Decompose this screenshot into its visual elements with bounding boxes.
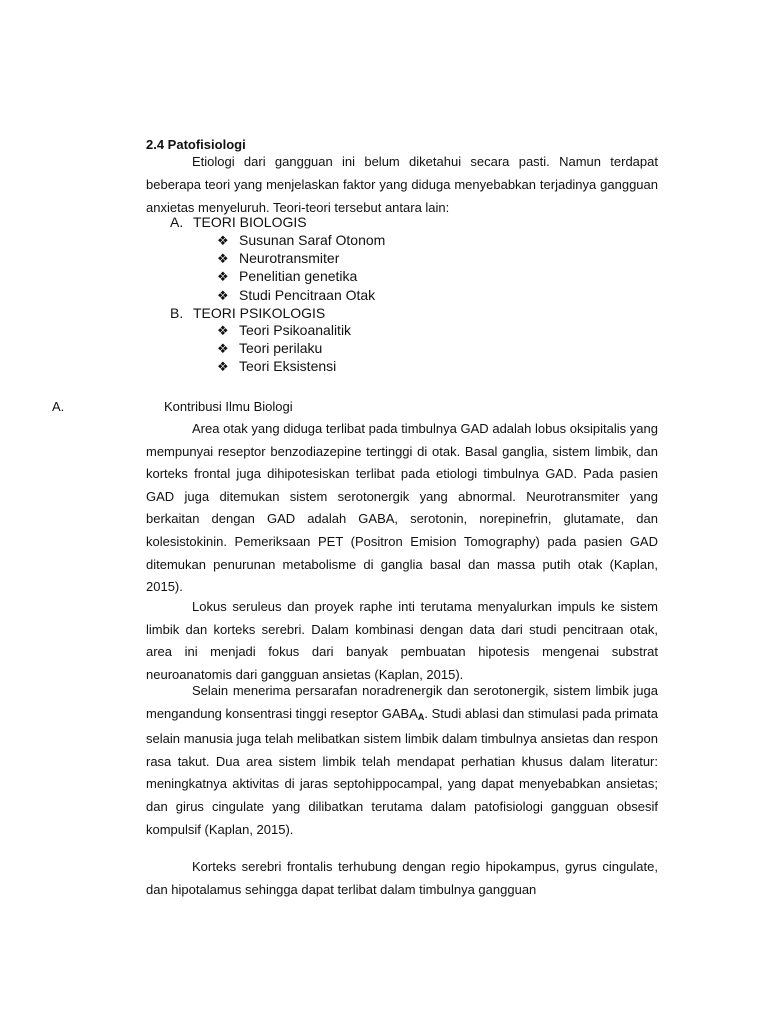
paragraph-2: Lokus seruleus dan proyek raphe inti terutama menyalurkan impuls ke sistem limbik dan korteks serebri. Dalam kombinasi dengan data dari studi pencitraan otak, area ini menjadi fokus dari banyak pembuatan hipotesis mengenai substrat neuroanatomis dari gangguan ansietas (Kaplan, 2015). xyxy=(146,599,658,682)
contribution-title: Kontribusi Ilmu Biologi xyxy=(164,399,293,414)
contribution-marker: A. xyxy=(52,399,65,414)
theory-b-marker: B. xyxy=(170,305,184,321)
diamond-bullet-icon: ❖ xyxy=(217,323,229,338)
bullet-item: ❖ Susunan Saraf Otonom xyxy=(217,232,386,248)
bullet-item: ❖ Studi Pencitraan Otak xyxy=(217,287,376,303)
diamond-bullet-icon: ❖ xyxy=(217,288,229,303)
bullet-item: ❖ Teori perilaku xyxy=(217,340,323,356)
bullet-item: ❖ Teori Psikoanalitik xyxy=(217,322,352,338)
gaba-subscript: A xyxy=(417,711,425,722)
diamond-bullet-icon: ❖ xyxy=(217,359,229,374)
bullet-item: ❖ Teori Eksistensi xyxy=(217,358,337,374)
intro-paragraph: Etiologi dari gangguan ini belum diketahui secara pasti. Namun terdapat beberapa teori yang menjelaskan faktor yang diduga menyebabkan terjadinya gangguan anxietas menyeluruh. Teori-teori tersebut antara lain: xyxy=(146,154,658,215)
theory-b-title: TEORI PSIKOLOGIS xyxy=(193,305,326,321)
bullet-item: ❖ Penelitian genetika xyxy=(217,268,358,284)
diamond-bullet-icon: ❖ xyxy=(217,233,229,248)
section-heading: 2.4 Patofisiologi xyxy=(146,137,246,152)
paragraph-4: Korteks serebri frontalis terhubung dengan regio hipokampus, gyrus cingulate, dan hipotalamus sehingga dapat terlibat dalam timbulnya gangguan xyxy=(146,859,658,897)
theory-a-title: TEORI BIOLOGIS xyxy=(193,214,307,230)
diamond-bullet-icon: ❖ xyxy=(217,269,229,284)
diamond-bullet-icon: ❖ xyxy=(217,341,229,356)
paragraph-3: Selain menerima persarafan noradrenergik dan serotonergik, sistem limbik juga mengandung konsentrasi tinggi reseptor $GABA_A$. Studi ablasi dan stimulasi pada primata selain manusia juga telah melibatkan sistem limbik dalam timbulnya ansietas dan respon rasa takut. Dua area sistem limbik telah mendapat perhatian khusus dalam literatur: meningkatnya aktivitas di jaras septohippocampal, yang dapat menyebabkan ansietas; dan girus cingulate yang dilibatkan terutama dalam patofisiologi gangguan obsesif kompulsif (Kaplan, 2015). xyxy=(146,683,659,837)
theory-a-marker: A. xyxy=(170,214,184,230)
diamond-bullet-icon: ❖ xyxy=(217,251,229,266)
bullet-item: ❖ Neurotransmiter xyxy=(217,250,340,266)
paragraph-1: Area otak yang diduga terlibat pada timbulnya GAD adalah lobus oksipitalis yang mempunyai reseptor benzodiazepine tertinggi di otak. Basal ganglia, sistem limbik, dan korteks frontal juga dihipotesiskan terlibat pada etiologi timbulnya GAD. Pada pasien GAD juga ditemukan sistem serotonergik yang abnormal. Neurotransmiter yang berkaitan dengan GAD adalah GABA, serotonin, norepinefrin, glutamate, dan kolesistokinin. Pemeriksaan PET (Positron Emision Tomography) pada pasien GAD ditemukan penurunan metabolisme di ganglia basal dan massa putih otak (Kaplan, 2015). xyxy=(146,421,658,595)
